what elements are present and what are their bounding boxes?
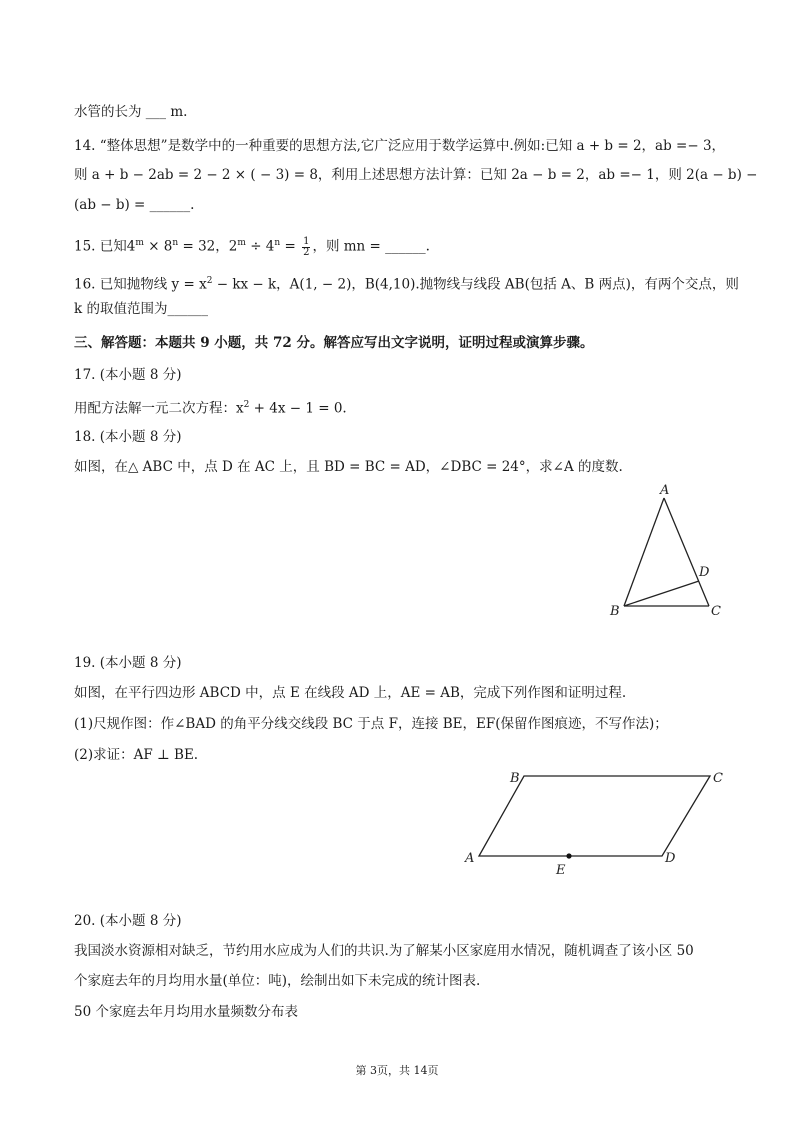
q18-head: 18. (本小题 8 分): [74, 429, 182, 445]
q15-text: =: [280, 238, 301, 255]
q19-body: 如图，在平行四边形 ABCD 中，点 E 在线段 AD 上，AE = AB，完成下列作图和证明过程.: [74, 685, 627, 701]
point-e: [566, 853, 571, 858]
parallelogram-abcd: [479, 776, 710, 856]
q20-head: 20. (本小题 8 分): [74, 913, 182, 929]
q19-head: 19. (本小题 8 分): [74, 655, 182, 671]
segment-bd: [624, 581, 699, 606]
label-c: C: [711, 604, 721, 619]
q15-text: × 8: [143, 238, 173, 255]
q16-text: 16. 已知抛物线 y = x: [74, 276, 207, 293]
q15-sup: m: [237, 238, 246, 248]
q20-table-title: 50 个家庭去年月均用水量频数分布表: [74, 1004, 298, 1020]
q16-line2: k 的取值范围为______: [74, 301, 208, 317]
q19-part1: (1)尺规作图：作∠BAD 的角平分线交线段 BC 于点 F，连接 BE，EF(保留作图痕迹，不写作法)；: [74, 716, 668, 732]
q15: [74, 234, 430, 258]
q18-triangle-figure: [596, 480, 736, 625]
label-d: D: [699, 565, 710, 580]
label-a: A: [660, 483, 670, 498]
q19-part2: (2)求证：AF ⊥ BE.: [74, 747, 199, 763]
q15-text: = 32，2: [178, 238, 238, 255]
q17-body: [74, 396, 347, 418]
q15-text: 15. 已知4: [74, 238, 136, 255]
q14-line3: (ab − b) = ______.: [74, 197, 195, 213]
q15-text: ÷ 4: [245, 238, 275, 255]
q13-tail: 水管的长为 ___ m.: [74, 104, 188, 120]
q20-line1: 我国淡水资源相对缺乏，节约用水应成为人们的共识.为了解某小区家庭用水情况，随机调查了该小区 50: [74, 943, 694, 959]
q20-line2: 个家庭去年的月均用水量(单位：吨)，绘制出如下未完成的统计图表.: [74, 973, 481, 989]
segment-ab: [624, 498, 664, 606]
label-b: B: [610, 604, 620, 619]
q16-line1: [74, 272, 739, 294]
label-e: E: [556, 863, 566, 878]
q15-text: ，则 mn = ______.: [312, 238, 430, 255]
q16-text: − kx − k，A(1, − 2)，B(4,10).抛物线与线段 AB(包括 A、B 两点)，有两个交点，则: [212, 276, 739, 293]
q19-parallelogram-figure: [456, 762, 736, 882]
label-c: C: [713, 771, 723, 786]
q15-sup: n: [274, 238, 281, 248]
fraction-denominator: 2: [303, 246, 310, 258]
q17-head: 17. (本小题 8 分): [74, 367, 182, 383]
q17-text: 用配方法解一元二次方程：x: [74, 400, 244, 417]
page-footer: 第 3页，共 14页: [355, 1064, 439, 1077]
q18-body: 如图，在△ ABC 中，点 D 在 AC 上，且 BD = BC = AD，∠DBC = 24°，求∠A 的度数.: [74, 459, 623, 475]
q17-sup: 2: [243, 400, 250, 410]
label-a: A: [465, 851, 475, 866]
section3-heading: 三、解答题：本题共 9 小题，共 72 分。解答应写出文字说明，证明过程或演算步骤。: [74, 335, 594, 351]
q16-sup: 2: [206, 276, 213, 286]
q15-sup: n: [172, 238, 179, 248]
fraction: [302, 237, 310, 258]
q14-line2: 则 a + b − 2ab = 2 − 2 × ( − 3) = 8，利用上述思想方法计算：已知 2a − b = 2，ab =− 1，则 2(a − b) −: [74, 167, 758, 183]
q17-text: + 4x − 1 = 0.: [249, 400, 347, 417]
fraction-numerator: 1: [303, 235, 310, 247]
q14-line1: 14. “整体思想”是数学中的一种重要的思想方法,它广泛应用于数学运算中.例如:已知 a + b = 2，ab =− 3，: [74, 138, 726, 154]
label-b: B: [510, 771, 520, 786]
q15-sup: m: [135, 238, 144, 248]
label-d: D: [665, 851, 676, 866]
